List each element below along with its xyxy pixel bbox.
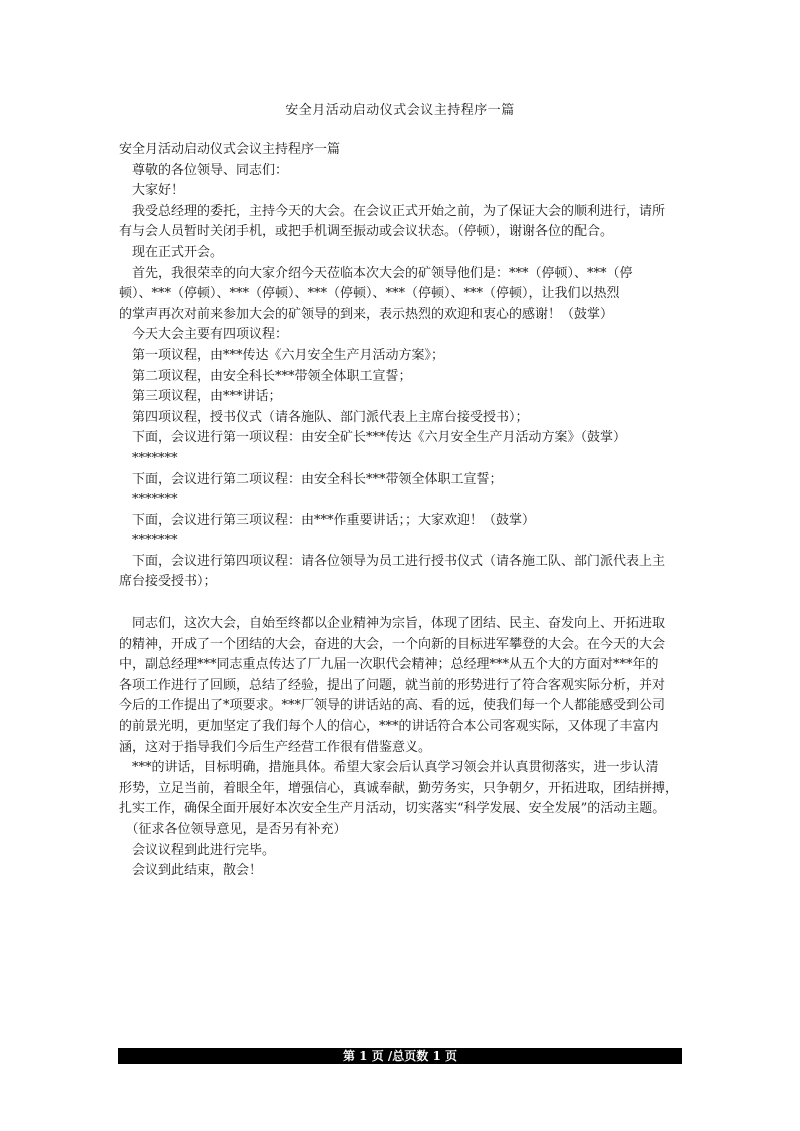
text-line: 下面，会议进行第三项议程：由***作重要讲话；；大家欢迎！（鼓掌） <box>119 512 536 528</box>
text-line: 各项工作进行了回顾，总结了经验，提出了问题，就当前的形势进行了符合客观实际分析，并对 <box>119 677 666 693</box>
text-line: 现在正式开会。 <box>119 244 224 260</box>
text-line: 的掌声再次对前来参加大会的矿领导的到来，表示热烈的欢迎和衷心的感谢！（鼓掌） <box>119 306 614 322</box>
text-line: ******* <box>119 492 178 508</box>
text-line <box>119 593 687 614</box>
text-line: 下面，会议进行第一项议程：由安全矿长***传达《六月安全生产月活动方案》（鼓掌） <box>119 430 627 446</box>
page-title: 安全月活动启动仪式会议主持程序一篇 <box>285 103 515 118</box>
text-line: 今天大会主要有四项议程： <box>119 327 289 343</box>
text-line: 第二项议程，由安全科长***带领全体职工宣誓； <box>119 368 412 384</box>
text-line: 下面，会议进行第四项议程：请各位领导为员工进行授书仪式（请各施工队、部门派代表上主 <box>119 553 666 569</box>
page-footer: 第 1 页 /总页数 1 页 <box>118 1048 682 1064</box>
text-line: 中，副总经理***同志重点传达了厂九届一次职代会精神；总经理***从五个大的方面对***年的 <box>119 657 659 673</box>
text-line: ******* <box>119 450 178 466</box>
text-line: 大家好！ <box>119 183 185 199</box>
text-line: 今后的工作提出了*项要求。***厂领导的讲话站的高、看的远，使我们每一个人都能感受到公司 <box>119 698 666 714</box>
text-line: 扎实工作，确保全面开展好本次安全生产月活动，切实落实“科学发展、安全发展”的活动主题。 <box>119 801 666 817</box>
text-line: 第四项议程，授书仪式（请各施队、部门派代表上主席台接受授书）； <box>119 409 529 425</box>
document-body <box>119 140 687 882</box>
text-line: 席台接受授书）； <box>119 574 217 590</box>
text-line: 我受总经理的委托，主持今天的大会。在会议正式开始之前，为了保证大会的顺利进行，请所 <box>119 203 666 219</box>
text-line: 下面，会议进行第二项议程：由安全科长***带领全体职工宣誓； <box>119 471 503 487</box>
text-line: 安全月活动启动仪式会议主持程序一篇 <box>119 142 341 157</box>
text-line: ***的讲话，目标明确，措施具体。希望大家会后认真学习领会并认真贯彻落实，进一步认清 <box>119 760 659 776</box>
text-line: 首先，我很荣幸的向大家介绍今天莅临本次大会的矿领导他们是：***（停顿）、***（停 <box>119 265 633 281</box>
text-line: 第一项议程，由***传达《六月安全生产月活动方案》； <box>119 347 445 363</box>
text-line: 的精神，开成了一个团结的大会，奋进的大会，一个向新的目标进军攀登的大会。在今天的大会 <box>119 636 666 652</box>
text-line: 顿）、***（停顿）、***（停顿）、***（停顿）、***（停顿）、***（停顿），让我们以热烈 <box>119 286 620 302</box>
text-line: 同志们，这次大会，自始至终都以企业精神为宗旨，体现了团结、民主、奋发向上、开拓进取 <box>119 616 666 632</box>
text-line: 涵，这对于指导我们今后生产经营工作很有借鉴意义。 <box>119 739 432 755</box>
text-line: 尊敬的各位领导、同志们： <box>119 162 289 178</box>
text-line: 会议到此结束，散会！ <box>119 863 263 879</box>
text-line: 第三项议程，由***讲话； <box>119 389 282 405</box>
text-line: 形势，立足当前，着眼全年，增强信心，真诚奉献，勤劳务实，只争朝夕，开拓进取，团结拼搏， <box>119 780 679 796</box>
text-line: 会议议程到此进行完毕。 <box>119 842 276 858</box>
text-line: ******* <box>119 533 178 549</box>
text-line: （征求各位领导意见，是否另有补充） <box>119 822 347 837</box>
text-line: 的前景光明，更加坚定了我们每个人的信心，***的讲话符合本公司客观实际，又体现了丰富内 <box>119 719 659 735</box>
text-line: 有与会人员暂时关闭手机，或把手机调至振动或会议状态。（停顿），谢谢各位的配合。 <box>119 224 614 240</box>
